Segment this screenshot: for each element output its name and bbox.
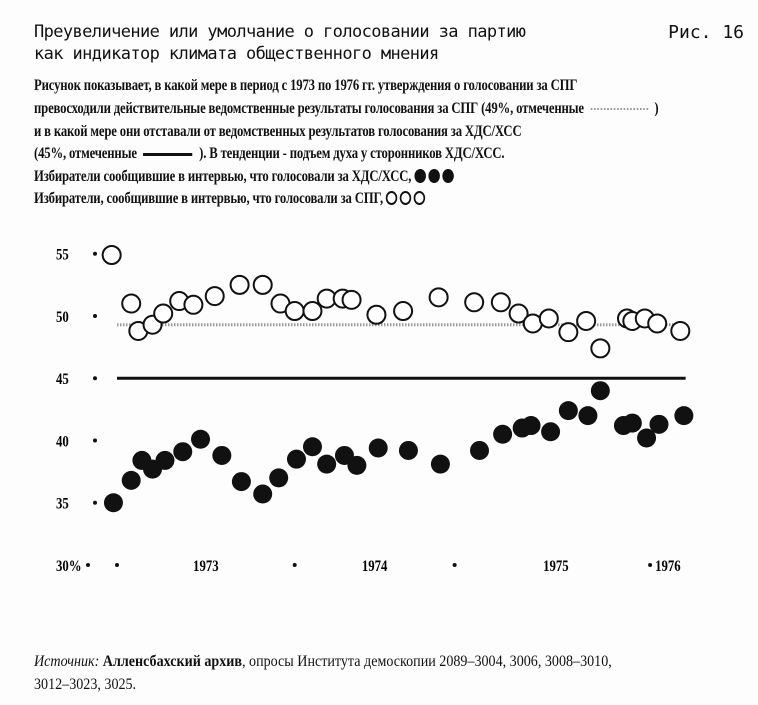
x-tick-mark	[115, 563, 119, 567]
spg-data-point	[559, 323, 577, 341]
cdu-data-point	[269, 468, 288, 487]
y-tick-label: 50	[56, 308, 69, 327]
spg-data-point	[343, 291, 361, 309]
source-line-1	[34, 653, 612, 671]
spg-data-point	[122, 295, 140, 313]
cdu-data-point	[541, 422, 560, 441]
cdu-data-point	[212, 446, 231, 465]
spg-data-point	[394, 302, 412, 320]
y-tick-mark	[93, 252, 97, 256]
source-archive: Алленсбахский архив	[102, 653, 243, 670]
spg-data-point	[303, 302, 321, 320]
spg-data-point	[577, 312, 595, 330]
cdu-data-point	[623, 414, 642, 433]
legend-filled-label: Избиратели сообщившие в интервью, что голосовали за ХДС/ХСС,	[34, 168, 412, 185]
cdu-data-point	[578, 406, 597, 425]
cdu-data-point	[253, 485, 272, 504]
y-tick-label: 55	[56, 246, 69, 265]
cdu-data-point	[470, 441, 489, 460]
cdu-data-point	[369, 438, 388, 457]
spg-data-point	[231, 276, 249, 294]
spg-data-point	[465, 293, 483, 311]
y-tick-mark	[93, 376, 97, 380]
caption-text: )	[654, 100, 659, 117]
spg-data-point	[671, 322, 689, 340]
spg-data-point	[430, 288, 448, 306]
cdu-data-point	[303, 437, 322, 456]
cdu-data-point	[232, 472, 251, 491]
cdu-data-point	[317, 455, 336, 474]
spg-data-point	[154, 305, 172, 323]
figure-number: Рис. 16	[668, 22, 744, 43]
cdu-data-point	[287, 450, 306, 469]
spg-data-point	[591, 339, 609, 357]
cdu-data-point	[155, 451, 174, 470]
y-tick-mark	[93, 501, 97, 505]
figure-title-line-1: Преувеличение или умолчание о голосовании за партию	[34, 22, 526, 42]
x-tick-label: 1973	[193, 557, 219, 576]
spg-data-point	[103, 246, 121, 264]
spg-data-point	[206, 287, 224, 305]
cdu-data-point	[122, 471, 141, 490]
caption-line-3: и в какой мере они отставали от ведомственных результатов голосования за ХДС/ХСС	[34, 123, 522, 140]
cdu-data-point	[104, 493, 123, 512]
x-tick-mark	[453, 563, 457, 567]
x-tick-label: 1976	[655, 557, 681, 576]
y-tick-mark	[93, 314, 97, 318]
cdu-data-point	[522, 416, 541, 435]
cdu-data-point	[559, 401, 578, 420]
cdu-data-point	[649, 415, 668, 434]
spg-data-point	[254, 276, 272, 294]
source-text: , опросы Института демоскопии 2089–3004, 3006, 3008–3010,	[242, 653, 612, 670]
figure-title-line-2: как индикатор климата общественного мнения	[34, 44, 439, 64]
y-tick-label: 45	[56, 370, 69, 389]
spg-data-point	[286, 302, 304, 320]
x-tick-label: 1974	[361, 557, 388, 576]
caption-line-1: Рисунок показывает, в какой мере в период с 1973 по 1976 гг. утверждения о голосовании за СПГ	[34, 77, 578, 94]
cdu-data-point	[173, 442, 192, 461]
cdu-data-point	[347, 456, 366, 475]
spg-data-point	[540, 309, 558, 327]
x-tick-label: 1975	[543, 557, 569, 576]
x-tick-mark	[648, 563, 652, 567]
cdu-data-point	[591, 381, 610, 400]
y-tick-label: 30%	[56, 557, 82, 576]
cdu-data-point	[399, 441, 418, 460]
cdu-data-point	[493, 425, 512, 444]
source-line-2: 3012–3023, 3025.	[34, 676, 137, 693]
cdu-data-point	[674, 406, 693, 425]
caption-text: ). В тенденции - подъем духа у сторонников ХДС/ХСС.	[199, 145, 505, 162]
legend-open-label: Избиратели, сообщившие в интервью, что голосовали за СПГ,	[34, 190, 383, 207]
y-tick-label: 35	[56, 495, 69, 514]
cdu-data-point	[191, 430, 210, 449]
y-tick-mark	[93, 439, 97, 443]
cdu-data-point	[431, 455, 450, 474]
y-tick-mark	[86, 563, 90, 567]
caption-text: превосходили действительные ведомственные результаты голосования за СПГ (49%, отмеченные	[34, 100, 584, 117]
y-tick-label: 40	[56, 433, 69, 451]
caption-text: (45%, отмеченные	[34, 145, 137, 162]
spg-data-point	[367, 306, 385, 324]
spg-data-point	[184, 296, 202, 314]
spg-data-point	[492, 293, 510, 311]
source-label: Источник:	[34, 653, 100, 670]
x-tick-mark	[293, 563, 297, 567]
spg-data-point	[648, 314, 666, 332]
